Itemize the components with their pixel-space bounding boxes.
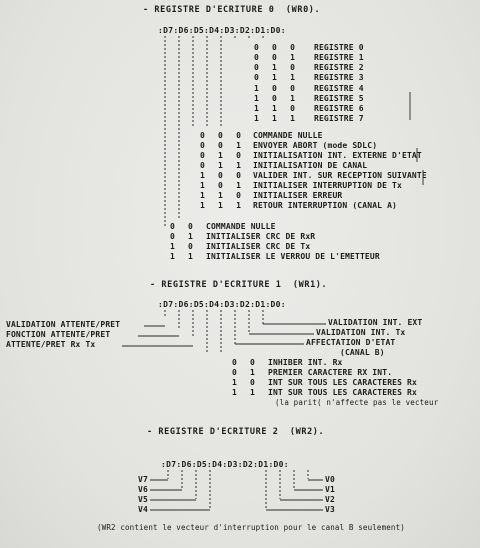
wr0-cmd-bits-0: 0 0 0 [200,131,243,140]
wr0-crc-label-1: INITIALISER CRC DE RxR [206,232,316,241]
wr2-left-label-0: V7 [138,475,148,484]
wr0-crc-bits-1: 0 1 [170,232,195,241]
wr2-right-label-2: V2 [325,495,335,504]
wr0-cmd-label-5: INITIALISER INTERRUPTION DE Tx [253,181,402,190]
wr0-cmd-bits-4: 1 0 0 [200,171,243,180]
wr0-cmd-bits-6: 1 1 0 [200,191,243,200]
wr1-mode-label-3: INT SUR TOUS LES CARACTERES Rx [268,388,417,397]
wr0-crc-bits-0: 0 0 [170,222,195,231]
wr0-reg-label-2: REGISTRE 2 [314,63,364,72]
wr0-reg-label-0: REGISTRE 0 [314,43,364,52]
wr0-reg-bits-3: 0 1 1 [254,73,297,82]
wr1-mode-label-2: INT SUR TOUS LES CARACTERES Rx [268,378,417,387]
wr1-mode-bits-1: 0 1 [232,368,257,377]
wr1-mode-bits-0: 0 0 [232,358,257,367]
wr2-right-label-0: V0 [325,475,335,484]
wr0-reg-label-6: REGISTRE 6 [314,104,364,113]
wr2-left-label-1: V6 [138,485,148,494]
wr0-crc-label-0: COMMANDE NULLE [206,222,276,231]
wr0-reg-bits-5: 1 0 1 [254,94,297,103]
wr1-left-label-0: VALIDATION ATTENTE/PRET [6,320,121,329]
wr2-title: - REGISTRE D'ECRITURE 2 (WR2). [147,427,325,437]
wr2-left-label-2: V5 [138,495,148,504]
wr1-title: - REGISTRE D'ECRITURE 1 (WR1). [150,280,328,290]
wr0-cmd-bits-7: 1 1 1 [200,201,243,210]
wr0-reg-label-1: REGISTRE 1 [314,53,364,62]
wr1-right-label-2: AFFECTATION D'ETAT [306,338,396,347]
wr0-crc-bits-3: 1 1 [170,252,195,261]
wr0-cmd-label-3: INITIALISATION DE CANAL [253,161,368,170]
wr1-mode-bits-2: 1 0 [232,378,257,387]
wr0-cmd-bits-2: 0 1 0 [200,151,243,160]
wr0-cmd-label-2: INITIALISATION INT. EXTERNE D'ETAT [253,151,422,160]
wr0-title: - REGISTRE D'ECRITURE 0 (WR0). [143,5,321,15]
wr0-cmd-label-4: VALIDER INT. SUR RECEPTION SUIVANTE [253,171,427,180]
wr0-cmd-label-7: RETOUR INTERRUPTION (CANAL A) [253,201,398,210]
wr0-bit-header: :D7:D6:D5:D4:D3:D2:D1:D0: [158,26,286,35]
wr2-right-label-1: V1 [325,485,335,494]
wr0-cmd-bits-5: 1 0 1 [200,181,243,190]
wr0-reg-bits-7: 1 1 1 [254,114,297,123]
wr2-right-label-3: V3 [325,505,335,514]
wr0-reg-label-3: REGISTRE 3 [314,73,364,82]
wr0-crc-label-2: INITIALISER CRC DE Tx [206,242,311,251]
wr0-reg-label-5: REGISTRE 5 [314,94,364,103]
wr2-left-label-3: V4 [138,505,148,514]
wr1-mode-bits-3: 1 1 [232,388,257,397]
wr0-cmd-label-0: COMMANDE NULLE [253,131,323,140]
wr1-left-label-2: ATTENTE/PRET Rx Tx [6,340,96,349]
wr0-cmd-bits-1: 0 0 1 [200,141,243,150]
wr1-bit-header: :D7:D6:D5:D4:D3:D2:D1:D0: [158,300,286,309]
wr0-reg-label-7: REGISTRE 7 [314,114,364,123]
wr0-reg-bits-6: 1 1 0 [254,104,297,113]
wr0-cmd-label-1: ENVOYER ABORT (mode SDLC) [253,141,378,150]
wr0-reg-bits-1: 0 0 1 [254,53,297,62]
wr1-note: (la parit( n'affecte pas le vecteur [275,398,439,407]
wr0-cmd-bits-3: 0 1 1 [200,161,243,170]
wr0-crc-bits-2: 1 0 [170,242,195,251]
wr0-reg-bits-2: 0 1 0 [254,63,297,72]
wr0-reg-bits-4: 1 0 0 [254,84,297,93]
wr1-left-label-1: FONCTION ATTENTE/PRET [6,330,111,339]
wr0-cmd-label-6: INITIALISER ERREUR [253,191,343,200]
wr1-mode-label-1: PREMIER CARACTERE RX INT. [268,368,393,377]
wr1-right-label-0: VALIDATION INT. EXT [328,318,423,327]
wr1-right-label-3: (CANAL B) [340,348,385,357]
wr1-mode-label-0: INHIBER INT. Rx [268,358,343,367]
wr1-right-label-1: VALIDATION INT. Tx [316,328,406,337]
wr0-reg-label-4: REGISTRE 4 [314,84,364,93]
wr2-footnote: (WR2 contient le vecteur d'interruption pour le canal B seulement) [97,523,405,532]
wr2-bit-header: :D7:D6:D5:D4:D3:D2:D1:D0: [161,460,289,469]
wr0-crc-label-3: INITIALISER LE VERROU DE L'EMETTEUR [206,252,380,261]
wr0-reg-bits-0: 0 0 0 [254,43,297,52]
